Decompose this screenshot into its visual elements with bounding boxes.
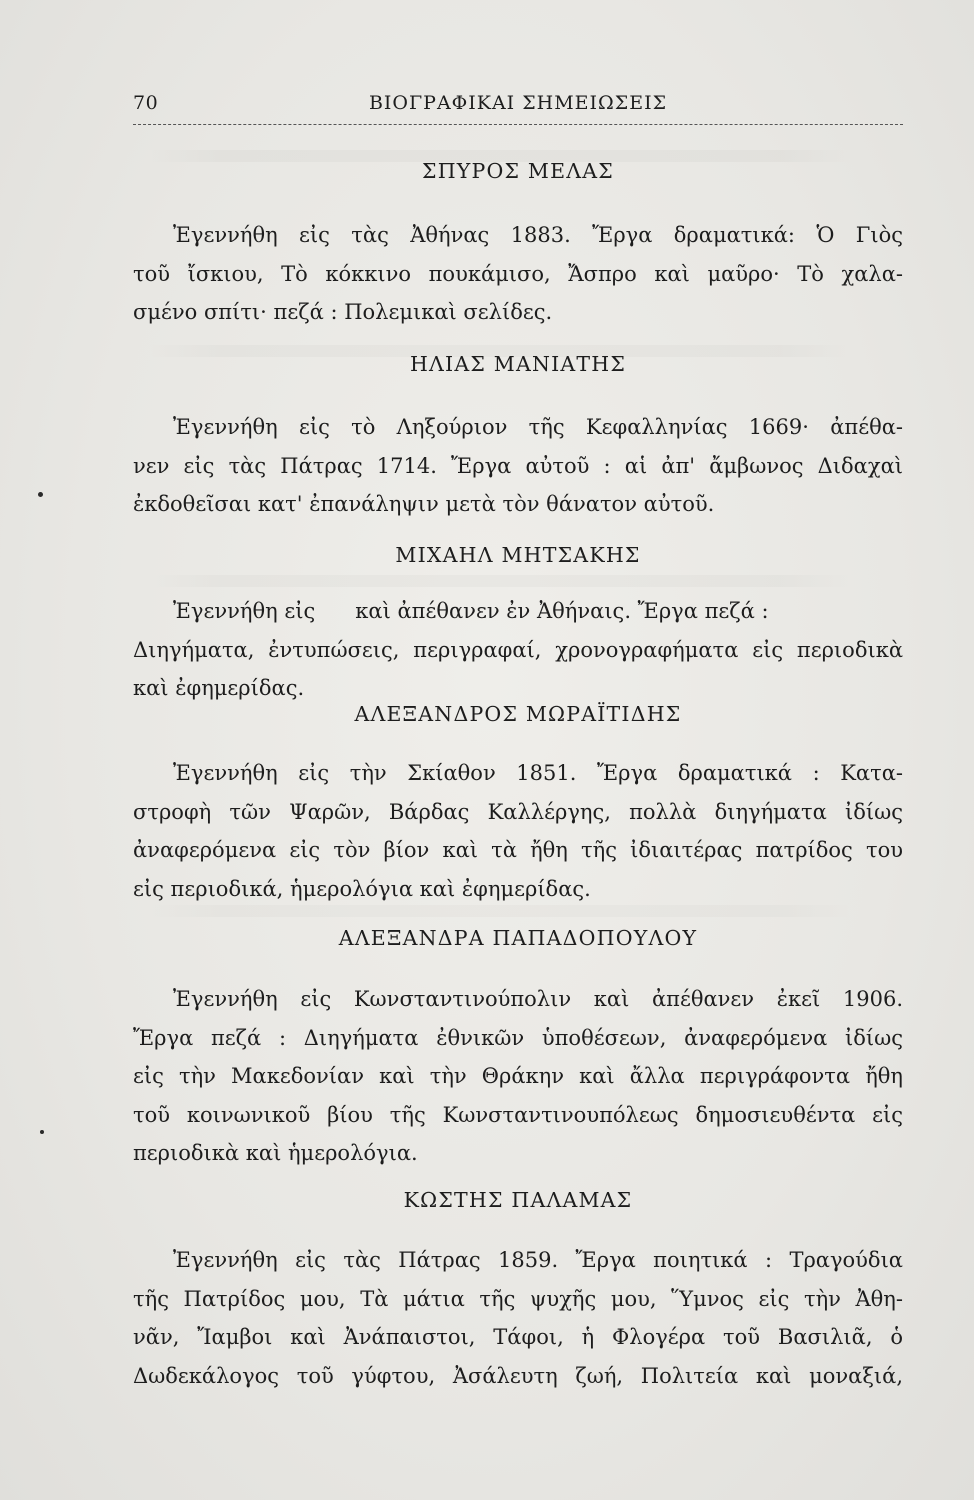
entry-title-michail-mitsakis: ΜΙΧΑΗΛ ΜΗΤΣΑΚΗΣ bbox=[395, 543, 641, 567]
entry-title-alexandra-papadopoulou: ΑΛΕΞΑΝΔΡΑ ΠΑΠΑΔΟΠΟΥΛΟΥ bbox=[338, 926, 698, 950]
margin-speck bbox=[38, 492, 43, 497]
text-line: Ἔργα πεζά : Διηγήματα ἐθνικῶν ὑποθέσεων, ἀναφερόμενα ἰδίως bbox=[133, 1025, 903, 1050]
text-line: τῆς Πατρίδος μου, Τὰ μάτια τῆς ψυχῆς μου, Ὕμνος εἰς τὴν Ἀθη- bbox=[133, 1286, 903, 1311]
text-line: καὶ ἐφημερίδας. bbox=[133, 676, 305, 700]
text-line: Ἐγεννήθη εἰς τὸ Ληξούριον τῆς Κεφαλληνίας 1669· ἀπέθα- bbox=[173, 415, 903, 439]
running-header bbox=[133, 92, 903, 122]
entry-text-ilias-maniatis bbox=[133, 408, 903, 524]
entry-text-kostis-palamas bbox=[133, 1241, 903, 1395]
text-line: Διηγήματα, ἐντυπώσεις, περιγραφαί, χρονογραφήματα εἰς περιοδικὰ bbox=[133, 637, 903, 662]
text-line: Ἐγεννήθη εἰς καὶ ἀπέθανεν ἐν Ἀθήναις. Ἔργα πεζά : bbox=[173, 599, 769, 623]
entry-title-ilias-maniatis: ΗΛΙΑΣ ΜΑΝΙΑΤΗΣ bbox=[409, 352, 627, 376]
show-through-band bbox=[150, 575, 850, 587]
text-line: εἰς τὴν Μακεδονίαν καὶ τὴν Θράκην καὶ ἄλλα περιγράφοντα ἤθη bbox=[133, 1064, 903, 1088]
entry-text-alexandros-moraitidis bbox=[133, 754, 903, 908]
text-line: ἐκδοθεῖσαι κατ' ἐπανάληψιν μετὰ τὸν θάνατον αὐτοῦ. bbox=[133, 492, 715, 516]
entry-text-michail-mitsakis bbox=[133, 592, 903, 708]
text-line: νεν εἰς τὰς Πάτρας 1714. Ἔργα αὐτοῦ : αἱ ἀπ' ἄμβωνος Διδαχαὶ bbox=[133, 453, 903, 478]
entry-title-kostis-palamas: ΚΩΣΤΗΣ ΠΑΛΑΜΑΣ bbox=[403, 1188, 633, 1212]
text-line: Ἐγεννήθη εἰς τὴν Σκίαθον 1851. Ἔργα δραματικά : Κατα- bbox=[173, 761, 903, 785]
margin-speck bbox=[40, 1130, 44, 1134]
text-line: Ἐγεννήθη εἰς τὰς Πάτρας 1859. Ἔργα ποιητικά : Τραγούδια bbox=[173, 1248, 903, 1272]
entry-title-alexandros-moraitidis: ΑΛΕΞΑΝΔΡΟΣ ΜΩΡΑΪΤΙΔΗΣ bbox=[354, 702, 682, 726]
text-line: Δωδεκάλογος τοῦ γύφτου, Ἀσάλευτη ζωή, Πολιτεία καὶ μοναξιά, bbox=[133, 1363, 903, 1388]
header-rule bbox=[133, 124, 903, 125]
text-line: στροφὴ τῶν Ψαρῶν, Βάρδας Καλλέργης, πολλὰ διηγήματα ἰδίως bbox=[133, 799, 903, 824]
entry-title-spyros-melas: ΣΠΥΡΟΣ ΜΕΛΑΣ bbox=[422, 159, 614, 183]
entry-text-alexandra-papadopoulou bbox=[133, 980, 903, 1173]
text-line: σμένο σπίτι· πεζά : Πολεμικαὶ σελίδες. bbox=[133, 300, 553, 324]
text-line: τοῦ κοινωνικοῦ βίου τῆς Κωνσταντινουπόλεως δημοσιευθέντα εἰς bbox=[133, 1102, 903, 1127]
text-line: ἀναφερόμενα εἰς τὸν βίον καὶ τὰ ἤθη τῆς ἰδιαιτέρας πατρίδος του bbox=[133, 838, 903, 862]
text-line: εἰς περιοδικά, ἡμερολόγια καὶ ἐφημερίδας. bbox=[133, 876, 591, 901]
text-line: τοῦ ἴσκιου, Τὸ κόκκινο πουκάμισο, Ἄσπρο καὶ μαῦρο· Τὸ χαλα- bbox=[133, 261, 903, 286]
text-line: περιοδικὰ καὶ ἡμερολόγια. bbox=[133, 1141, 418, 1165]
page-number: 70 bbox=[133, 92, 159, 114]
text-line: Ἐγεννήθη εἰς τὰς Ἀθήνας 1883. Ἔργα δραματικά: Ὁ Γιὸς bbox=[173, 223, 903, 247]
running-title: ΒΙΟΓΡΑΦΙΚΑΙ ΣΗΜΕΙΩΣΕΙΣ bbox=[368, 92, 668, 114]
text-line: Ἐγεννήθη εἰς Κωνσταντινούπολιν καὶ ἀπέθανεν ἐκεῖ 1906. bbox=[173, 987, 903, 1011]
entry-text-spyros-melas bbox=[133, 216, 903, 332]
text-line: νᾶν, Ἴαμβοι καὶ Ἀνάπαιστοι, Τάφοι, ἡ Φλογέρα τοῦ Βασιλιᾶ, ὁ bbox=[133, 1325, 903, 1349]
